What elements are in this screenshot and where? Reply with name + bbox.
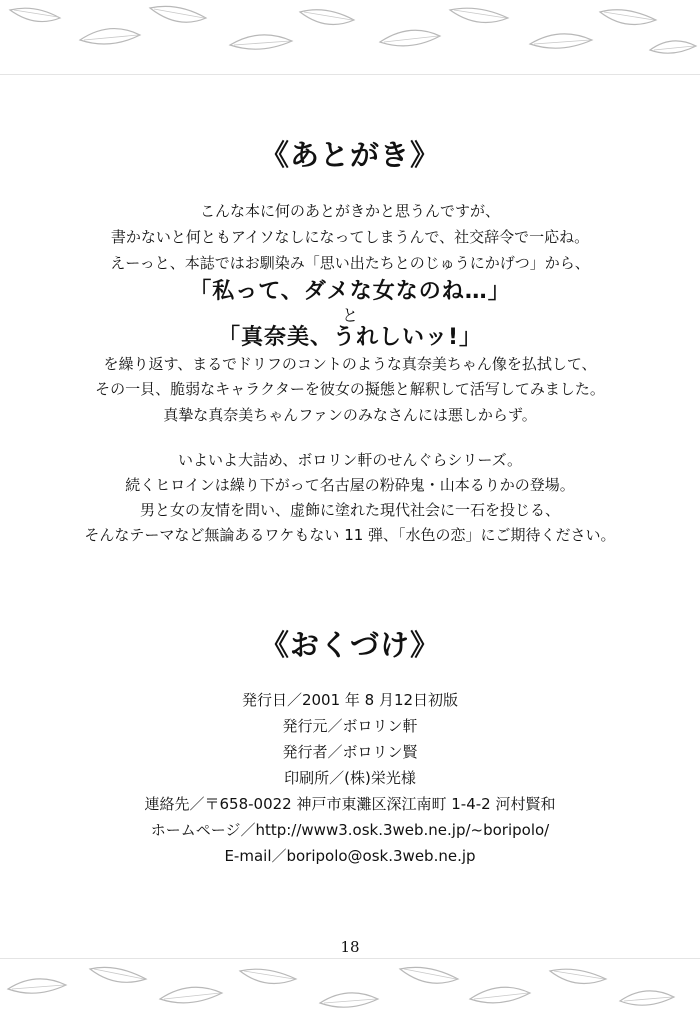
colophon-line: 連絡先／〒658-0022 神戸市東灘区深江南町 1-4-2 河村賢和 — [144, 795, 556, 813]
colophon-heading: 《おくづけ》 — [259, 628, 440, 662]
feather-shape — [380, 30, 440, 46]
quote-line: 「私って、ダメな女なのね…」 — [189, 279, 511, 304]
feather-shape — [600, 10, 656, 25]
afterword-line: を繰り返す、まるでドリフのコントのような真奈美ちゃん像を払拭して、 — [103, 355, 597, 373]
feather-shape — [530, 34, 592, 48]
colophon-line: 印刷所／(株)栄光様 — [284, 769, 416, 787]
afterword-line: そんなテーマなど無論あるワケもない 11 弾、「水色の恋」にご期待ください。 — [84, 526, 616, 544]
feather-shape — [150, 6, 206, 22]
afterword-heading: 《あとがき》 — [259, 138, 440, 172]
feather-shape — [300, 10, 354, 25]
colophon-line: 発行者／ボロリン賢 — [282, 743, 418, 761]
feather-shape — [620, 991, 674, 1005]
afterword-line: 続くヒロインは繰り下がって名古屋の粉砕鬼・山本るりかの登場。 — [125, 476, 575, 494]
afterword-line: 真摯な真奈美ちゃんファンのみなさんには悪しからず。 — [163, 406, 537, 424]
page-number: 18 — [340, 938, 360, 956]
feather-shape — [320, 993, 378, 1007]
feather-shape — [650, 41, 696, 53]
afterword-line: いよいよ大詰め、ボロリン軒のせんぐらシリーズ。 — [177, 451, 523, 469]
feather-pattern-top — [0, 0, 700, 74]
afterword-line: 書かないと何ともアイソなしになってしまうんで、社交辞令で一応ね。 — [110, 228, 590, 246]
top-feather-border — [0, 0, 700, 75]
feather-shape — [160, 987, 222, 1003]
feather-shape — [230, 35, 292, 49]
colophon-line: ホームページ／http://www3.osk.3web.ne.jp/~boripolo/ — [150, 821, 550, 839]
quote-line: 「真奈美、うれしいッ!」 — [217, 325, 483, 350]
conjunction-text: と — [341, 306, 358, 325]
colophon-line: 発行日／2001 年 8 月12日初版 — [241, 691, 459, 709]
afterword-line: こんな本に何のあとがきかと思うんですが、 — [199, 202, 500, 220]
feather-shape — [8, 979, 66, 993]
afterword-line: その一貝、脆弱なキャラクターを彼女の擬態と解釈して活写してみました。 — [95, 380, 605, 398]
afterword-line: 男と女の友情を問い、虚飾に塗れた現代社会に一石を投じる、 — [139, 501, 560, 519]
colophon-line: 発行元／ボロリン軒 — [282, 717, 418, 735]
colophon-line: E-mail／boripolo@osk.3web.ne.jp — [224, 847, 476, 865]
feather-shape — [470, 987, 530, 1003]
afterword-line: えーっと、本誌ではお馴染み「思い出たちとのじゅうにかげつ」から、 — [110, 254, 590, 272]
bottom-feather-border — [0, 958, 700, 1025]
feather-pattern-bottom — [0, 959, 700, 1025]
feather-shape — [80, 29, 140, 44]
